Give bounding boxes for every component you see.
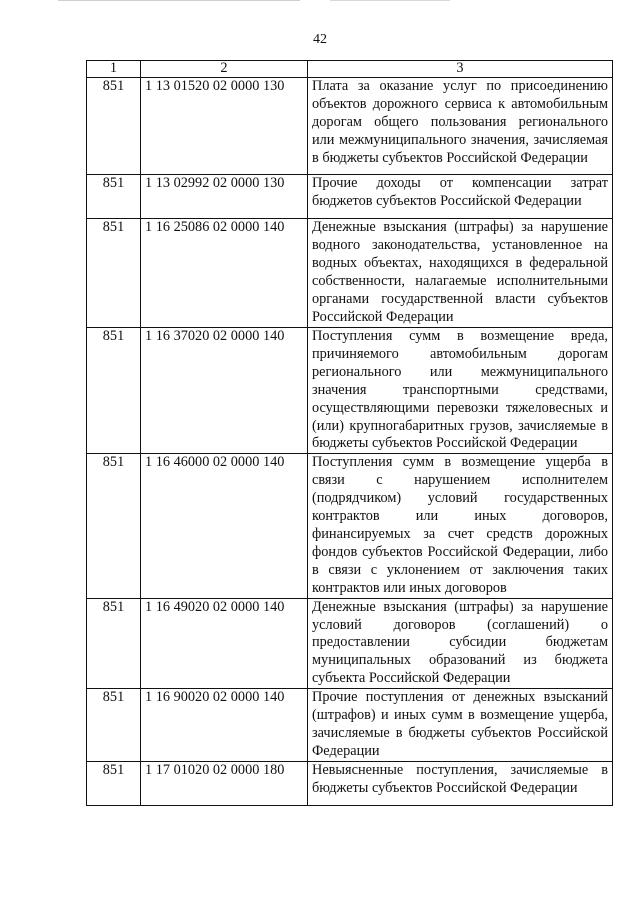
admin-code-cell: 851 — [87, 454, 141, 598]
revenue-name-cell: Плата за оказание услуг по присоединению объектов дорожного сервиса к автомобильным дорогам общего пользования регионального или межмуниципального значения, зачисляемая в бюджеты субъектов Российской Федерации — [308, 78, 613, 175]
admin-code-cell: 851 — [87, 761, 141, 805]
revenue-name-cell: Поступления сумм в возмещение вреда, причиняемого автомобильным дорогам регионального или межмуниципального значения транспортными средствами, осуществляющими перевозки тяжеловесных и (или) крупногабаритных грузов, зачисляемые в бюджеты субъектов Российской Федерации — [308, 328, 613, 454]
revenue-code-cell: 1 17 01020 02 0000 180 — [141, 761, 308, 805]
page-number: 42 — [313, 32, 327, 47]
revenue-code-cell: 1 16 46000 02 0000 140 — [141, 454, 308, 598]
admin-code-cell: 851 — [87, 175, 141, 219]
top-rule — [58, 0, 300, 1]
revenue-code-cell: 1 16 90020 02 0000 140 — [141, 689, 308, 762]
column-header-1: 1 — [87, 61, 141, 78]
admin-code-cell: 851 — [87, 689, 141, 762]
revenue-codes-table — [86, 60, 613, 806]
table-row — [87, 761, 613, 805]
table-row — [87, 219, 613, 328]
top-rule-short — [330, 0, 450, 1]
revenue-name-cell: Денежные взыскания (штрафы) за нарушение условий договоров (соглашений) о предоставлении субсидии бюджетам муниципальных образований из бюджета субъекта Российской Федерации — [308, 598, 613, 689]
revenue-name-cell: Поступления сумм в возмещение ущерба в связи с нарушением исполнителем (подрядчиком) условий государственных контрактов или иных договоров, финансируемых за счет средств дорожных фондов субъектов Российской Федерации, либо в связи с уклонением от заключения таких контрактов или иных договоров — [308, 454, 613, 598]
column-header-3: 3 — [308, 61, 613, 78]
table-row — [87, 598, 613, 689]
revenue-code-cell: 1 13 01520 02 0000 130 — [141, 78, 308, 175]
admin-code-cell: 851 — [87, 328, 141, 454]
table-header-row — [87, 61, 613, 78]
table-row — [87, 454, 613, 598]
table-row — [87, 328, 613, 454]
table-row — [87, 175, 613, 219]
table-row — [87, 689, 613, 762]
admin-code-cell: 851 — [87, 598, 141, 689]
revenue-name-cell: Денежные взыскания (штрафы) за нарушение водного законодательства, установленное на водных объектах, находящихся в федеральной собственности, налагаемые исполнительными органами государственной власти субъектов Российской Федерации — [308, 219, 613, 328]
revenue-code-cell: 1 16 25086 02 0000 140 — [141, 219, 308, 328]
admin-code-cell: 851 — [87, 78, 141, 175]
column-header-2: 2 — [141, 61, 308, 78]
revenue-code-cell: 1 16 37020 02 0000 140 — [141, 328, 308, 454]
admin-code-cell: 851 — [87, 219, 141, 328]
revenue-name-cell: Невыясненные поступления, зачисляемые в бюджеты субъектов Российской Федерации — [308, 761, 613, 805]
revenue-code-cell: 1 16 49020 02 0000 140 — [141, 598, 308, 689]
revenue-name-cell: Прочие поступления от денежных взысканий (штрафов) и иных сумм в возмещение ущерба, зачисляемые в бюджеты субъектов Российской Федерации — [308, 689, 613, 762]
table-row — [87, 78, 613, 175]
revenue-name-cell: Прочие доходы от компенсации затрат бюджетов субъектов Российской Федерации — [308, 175, 613, 219]
revenue-code-cell: 1 13 02992 02 0000 130 — [141, 175, 308, 219]
